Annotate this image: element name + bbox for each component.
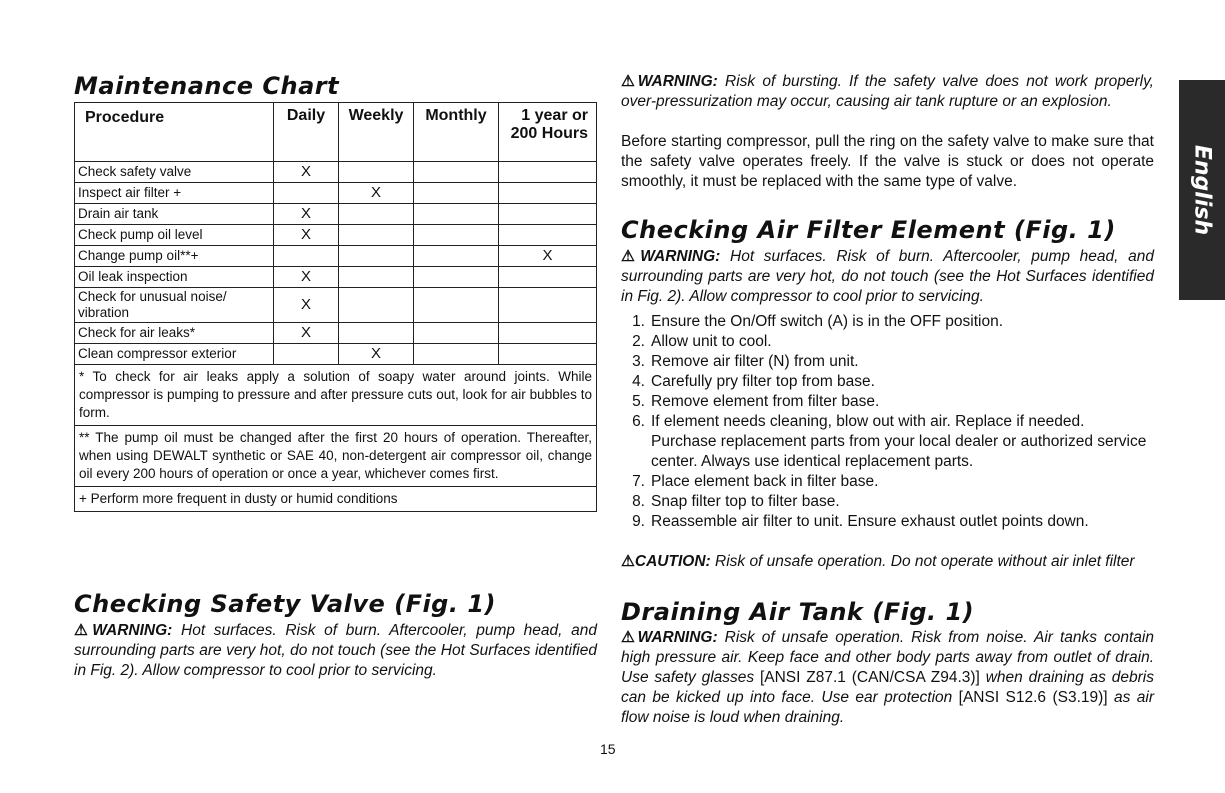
step-text: Ensure the On/Off switch (A) is in the OFF position. [651, 313, 1004, 330]
step-text: Place element back in filter base. [651, 473, 879, 490]
step-number: 5. [632, 393, 645, 410]
frequency-cell: X [274, 225, 339, 246]
frequency-cell [274, 183, 339, 204]
frequency-cell [499, 183, 597, 204]
frequency-cell [339, 288, 414, 323]
frequency-cell [339, 323, 414, 344]
list-item [621, 472, 1154, 492]
air-filter-warning: ⚠WARNING: Hot surfaces. Risk of burn. Aftercooler, pump head, and surrounding parts are very hot, do not touch (see the Hot Surfaces identified in Fig. 2). Allow compressor to cool prior to servicing. [621, 248, 1154, 305]
frequency-cell: X [274, 323, 339, 344]
procedure-cell: Inspect air filter + [75, 183, 274, 204]
frequency-cell [499, 267, 597, 288]
table-row [75, 246, 597, 267]
step-text: Reassemble air filter to unit. Ensure exhaust outlet points down. [651, 513, 1089, 530]
frequency-cell [414, 323, 499, 344]
table-row [75, 204, 597, 225]
step-text: Allow unit to cool. [651, 333, 772, 350]
frequency-cell [274, 246, 339, 267]
frequency-cell [499, 323, 597, 344]
air-filter-title: Checking Air Filter Element (Fig. 1) [621, 216, 1116, 244]
header-yearly: 1 year or 200 Hours [499, 103, 597, 162]
header-daily: Daily [274, 103, 339, 162]
warning-triangle-icon: ⚠ [74, 622, 93, 639]
list-item [621, 332, 1154, 352]
frequency-cell: X [339, 183, 414, 204]
table-note: ** The pump oil must be changed after the first 20 hours of operation. Thereafter, when using DEWALT synthetic or SAE 40, non-detergent air compressor oil, change oil every 200 hours of operation or once a year, whichever comes first. [75, 426, 597, 487]
frequency-cell: X [499, 246, 597, 267]
frequency-cell [339, 267, 414, 288]
step-number: 7. [632, 473, 645, 490]
frequency-cell [414, 162, 499, 183]
frequency-cell [339, 204, 414, 225]
language-tab: English [1179, 80, 1225, 300]
frequency-cell [499, 288, 597, 323]
procedure-cell: Check safety valve [75, 162, 274, 183]
warning-triangle-icon: ⚠ [621, 73, 638, 90]
procedure-cell: Check pump oil level [75, 225, 274, 246]
procedure-cell: Check for unusual noise/ vibration [75, 288, 274, 323]
table-row [75, 162, 597, 183]
procedure-cell: Drain air tank [75, 204, 274, 225]
maintenance-table [74, 102, 597, 512]
table-row [75, 323, 597, 344]
frequency-cell: X [274, 267, 339, 288]
air-filter-caution: ⚠CAUTION: Risk of unsafe operation. Do not operate without air inlet filter [621, 553, 1135, 570]
list-item [621, 312, 1154, 332]
step-number: 2. [632, 333, 645, 350]
page-number: 15 [600, 741, 616, 757]
table-row [75, 288, 597, 323]
frequency-cell [414, 183, 499, 204]
drain-tank-warning: ⚠WARNING: Risk of unsafe operation. Risk from noise. Air tanks contain high pressure air. Keep face and other body parts away from outlet of drain. Use safety glasses [ANSI Z87.1 (CAN/CSA Z94.3)] when draining as debris can be kicked up into face. Use ear protection [ANSI S12.6 (S3.19)] as air flow noise is loud when draining. [621, 629, 1154, 726]
step-number: 8. [632, 493, 645, 510]
list-item [621, 512, 1154, 532]
frequency-cell [499, 204, 597, 225]
list-item [621, 492, 1154, 512]
table-row [75, 225, 597, 246]
bursting-warning: ⚠WARNING: Risk of bursting. If the safety valve does not work properly, over-pressurization may occur, causing air tank rupture or an explosion. [621, 73, 1154, 110]
frequency-cell [414, 344, 499, 365]
procedure-cell: Check for air leaks* [75, 323, 274, 344]
frequency-cell [499, 162, 597, 183]
table-note: + Perform more frequent in dusty or humid conditions [75, 487, 597, 512]
drain-tank-title: Draining Air Tank (Fig. 1) [621, 598, 975, 626]
frequency-cell [499, 225, 597, 246]
frequency-cell [414, 204, 499, 225]
frequency-cell [274, 344, 339, 365]
frequency-cell [414, 288, 499, 323]
safety-valve-title: Checking Safety Valve (Fig. 1) [74, 590, 497, 618]
step-text: Remove air filter (N) from unit. [651, 353, 859, 370]
step-number: 3. [632, 353, 645, 370]
warning-triangle-icon: ⚠ [621, 248, 641, 265]
header-weekly: Weekly [339, 103, 414, 162]
list-item [621, 392, 1154, 412]
frequency-cell [414, 267, 499, 288]
step-text: Carefully pry filter top from base. [651, 373, 875, 390]
frequency-cell: X [274, 204, 339, 225]
frequency-cell: X [339, 344, 414, 365]
frequency-cell [499, 344, 597, 365]
step-number: 1. [632, 313, 645, 330]
step-text: Snap filter top to filter base. [651, 493, 840, 510]
frequency-cell: X [274, 162, 339, 183]
frequency-cell [339, 162, 414, 183]
frequency-cell: X [274, 288, 339, 323]
safety-valve-instructions: Before starting compressor, pull the ring on the safety valve to make sure that the safety valve operates freely. If the valve is stuck or does not operate smoothly, it must be replaced with the same type of valve. [621, 133, 1154, 190]
list-item [621, 412, 1154, 472]
procedure-cell: Change pump oil**+ [75, 246, 274, 267]
header-monthly: Monthly [414, 103, 499, 162]
list-item [621, 352, 1154, 372]
step-number: 4. [632, 373, 645, 390]
step-number: 6. [632, 413, 645, 430]
table-note-row [75, 487, 597, 512]
table-note-row [75, 426, 597, 487]
step-number: 9. [632, 513, 645, 530]
frequency-cell [339, 225, 414, 246]
frequency-cell [414, 246, 499, 267]
maintenance-chart-title: Maintenance Chart [74, 72, 340, 100]
table-row [75, 267, 597, 288]
warning-triangle-icon: ⚠ [621, 629, 638, 646]
table-note: * To check for air leaks apply a solution of soapy water around joints. While compressor is pumping to pressure and after pressure cuts out, look for air bubbles to form. [75, 365, 597, 426]
table-note-row [75, 365, 597, 426]
header-procedure: Procedure [75, 103, 274, 162]
safety-valve-warning: ⚠WARNING: Hot surfaces. Risk of burn. Aftercooler, pump head, and surrounding parts are very hot, do not touch (see the Hot Surfaces identified in Fig. 2). Allow compressor to cool prior to servicing. [74, 622, 597, 679]
air-filter-steps [621, 312, 1154, 532]
table-header-row [75, 103, 597, 162]
procedure-cell: Oil leak inspection [75, 267, 274, 288]
frequency-cell [414, 225, 499, 246]
step-text: If element needs cleaning, blow out with air. Replace if needed. Purchase replacement parts from your local dealer or authorized service center. Always use identical replacement parts. [651, 413, 1147, 470]
table-row [75, 183, 597, 204]
step-text: Remove element from filter base. [651, 393, 880, 410]
table-row [75, 344, 597, 365]
procedure-cell: Clean compressor exterior [75, 344, 274, 365]
caution-triangle-icon: ⚠ [621, 553, 635, 570]
frequency-cell [339, 246, 414, 267]
list-item [621, 372, 1154, 392]
